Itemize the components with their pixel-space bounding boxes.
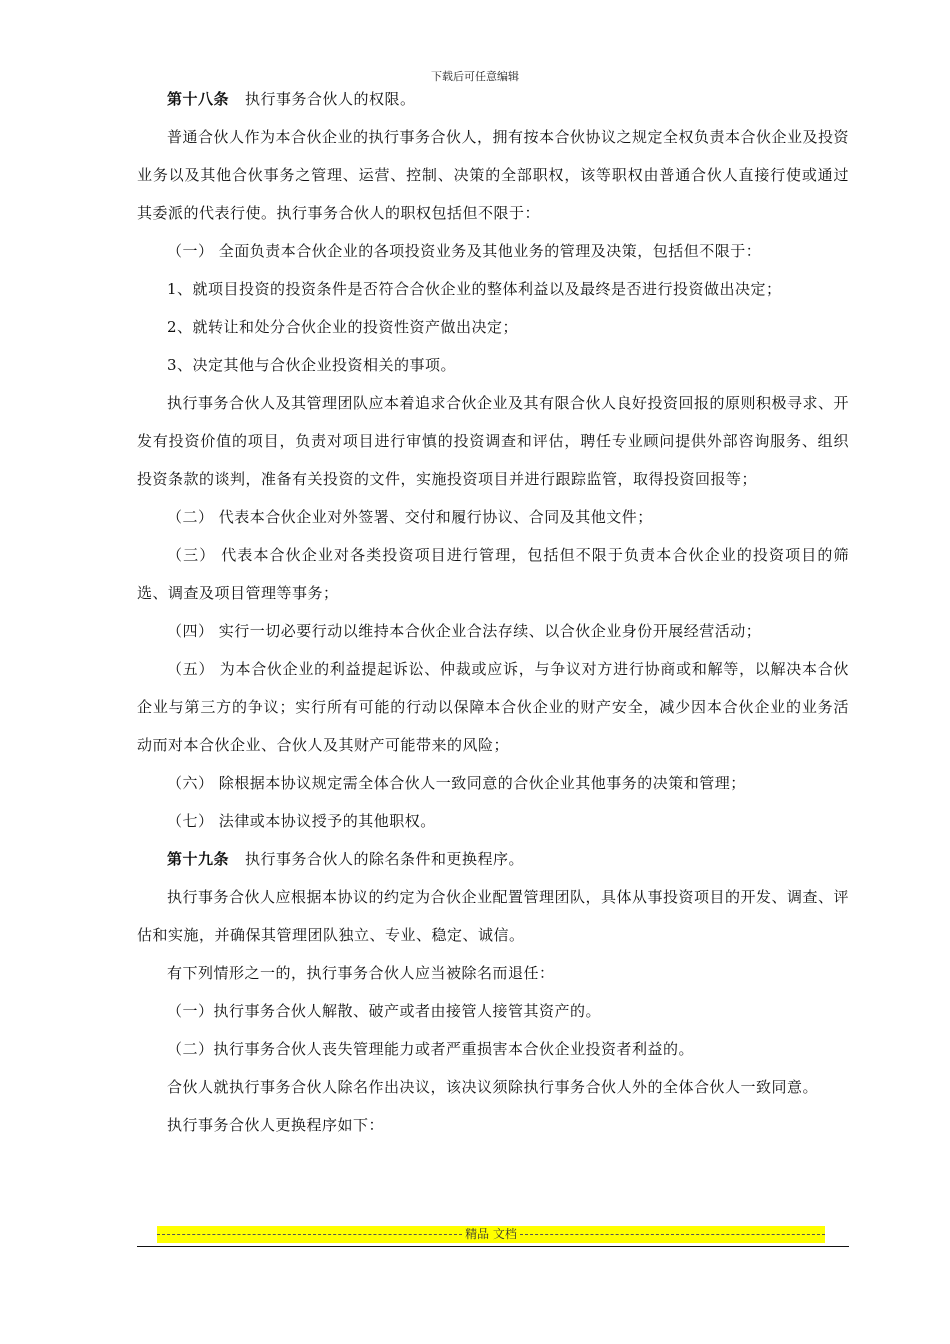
page-header-note: 下载后可任意编辑 [431,70,519,83]
paragraph: （七） 法律或本协议授予的其他职权。 [167,812,436,830]
paragraph: （一） 全面负责本合伙企业的各项投资业务及其他业务的管理及决策，包括但不限于： [167,242,762,260]
footer-watermark-bar [157,1226,825,1243]
paragraph: 有下列情形之一的，执行事务合伙人应当被除名而退任： [167,964,555,982]
paragraph: 执行事务合伙人应根据本协议的约定为合伙企业配置管理团队，具体从事投资项目的开发、调查、评估和实施，并确保其管理团队独立、专业、稳定、诚信。 [137,888,850,944]
article-number: 第十九条 [167,850,230,868]
footer-dash-right [520,1234,825,1235]
paragraph: （二） 代表本合伙企业对外签署、交付和履行协议、合同及其他文件； [167,508,653,526]
paragraph: （六） 除根据本协议规定需全体合伙人一致同意的合伙企业其他事务的决策和管理； [167,774,746,792]
paragraph: （四） 实行一切必要行动以维持本合伙企业合法存续、以合伙企业身份开展经营活动； [167,622,762,640]
document-body [137,80,849,1144]
paragraph: （三） 代表本合伙企业对各类投资项目进行管理，包括但不限于负责本合伙企业的投资项目的筛选、调查及项目管理等事务； [137,546,849,602]
article-title: 执行事务合伙人的除名条件和更换程序。 [245,850,525,868]
paragraph: 2、就转让和处分合伙企业的投资性资产做出决定； [167,318,519,336]
paragraph: 1、就项目投资的投资条件是否符合合伙企业的整体利益以及最终是否进行投资做出决定； [167,280,782,298]
footer-rule [137,1246,849,1247]
paragraph: 普通合伙人作为本合伙企业的执行事务合伙人，拥有按本合伙协议之规定全权负责本合伙企业及投资业务以及其他合伙事务之管理、运营、控制、决策的全部职权，该等职权由普通合伙人直接行使或通过其委派的代表行使。执行事务合伙人的职权包括但不限于： [137,128,850,222]
article-title: 执行事务合伙人的权限。 [245,90,416,108]
paragraph: （五） 为本合伙企业的利益提起诉讼、仲裁或应诉，与争议对方进行协商或和解等，以解决本合伙企业与第三方的争议；实行所有可能的行动以保障本合伙企业的财产安全，减少因本合伙企业的业务活动而对本合伙企业、合伙人及其财产可能带来的风险； [137,660,849,754]
article-heading [137,80,849,118]
paragraph: 执行事务合伙人更换程序如下： [167,1116,385,1134]
article-heading [137,840,849,878]
paragraph: （二）执行事务合伙人丧失管理能力或者严重损害本合伙企业投资者利益的。 [167,1040,695,1058]
footer-label: 精品 文档 [465,1227,517,1241]
article-number: 第十八条 [167,90,230,108]
paragraph: 执行事务合伙人及其管理团队应本着追求合伙企业及其有限合伙人良好投资回报的原则积极寻求、开发有投资价值的项目，负责对项目进行审慎的投资调查和评估，聘任专业顾问提供外部咨询服务、组织投资条款的谈判，准备有关投资的文件，实施投资项目并进行跟踪监管，取得投资回报等； [137,394,850,488]
footer-dash-left [157,1234,462,1235]
paragraph: 合伙人就执行事务合伙人除名作出决议，该决议须除执行事务合伙人外的全体合伙人一致同意。 [167,1078,819,1096]
paragraph: 3、决定其他与合伙企业投资相关的事项。 [167,356,457,374]
paragraph: （一）执行事务合伙人解散、破产或者由接管人接管其资产的。 [167,1002,602,1020]
